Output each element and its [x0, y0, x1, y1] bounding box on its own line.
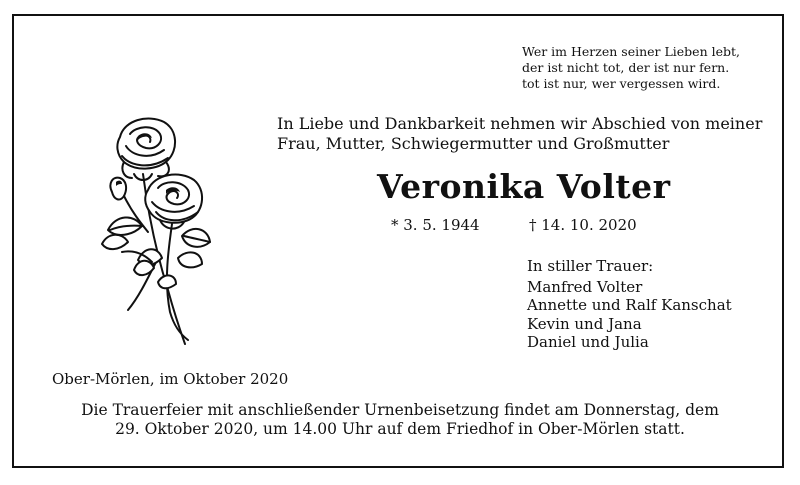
mourners-block [527, 257, 732, 352]
mourner-name-4: Daniel und Julia [527, 333, 649, 351]
notice-line-1: Die Trauerfeier mit anschließender Urnenbeisetzung findet am Donnerstag, dem [81, 401, 719, 419]
mourner-name-3: Kevin und Jana [527, 314, 642, 333]
intro-line-2: Frau, Mutter, Schwiegermutter und Großmutter [277, 134, 670, 153]
mourner-name-2: Annette und Ralf Kanschat [527, 296, 732, 314]
life-dates [391, 216, 637, 234]
place-and-date: Ober-Mörlen, im Oktober 2020 [52, 370, 289, 388]
motto-verse [522, 44, 740, 92]
birth-date: * 3. 5. 1944 [391, 216, 480, 234]
mourners-heading: In stiller Trauer: [527, 257, 654, 275]
intro-line-1: In Liebe und Dankbarkeit nehmen wir Abschied von meiner [277, 114, 763, 133]
notice-line-2: 29. Oktober 2020, um 14.00 Uhr auf dem Friedhof in Ober-Mörlen statt. [115, 420, 685, 438]
motto-line-3: tot ist nur, wer vergessen wird. [522, 76, 721, 91]
motto-line-2: der ist nicht tot, der ist nur fern. [522, 60, 730, 75]
mourner-name-1: Manfred Volter [527, 277, 643, 296]
farewell-intro [277, 114, 762, 154]
funeral-notice [0, 401, 800, 439]
rose-icon [98, 112, 213, 352]
deceased-name: Veronika Volter [377, 167, 671, 206]
death-date: † 14. 10. 2020 [529, 216, 637, 234]
motto-line-1: Wer im Herzen seiner Lieben lebt, [522, 44, 740, 59]
